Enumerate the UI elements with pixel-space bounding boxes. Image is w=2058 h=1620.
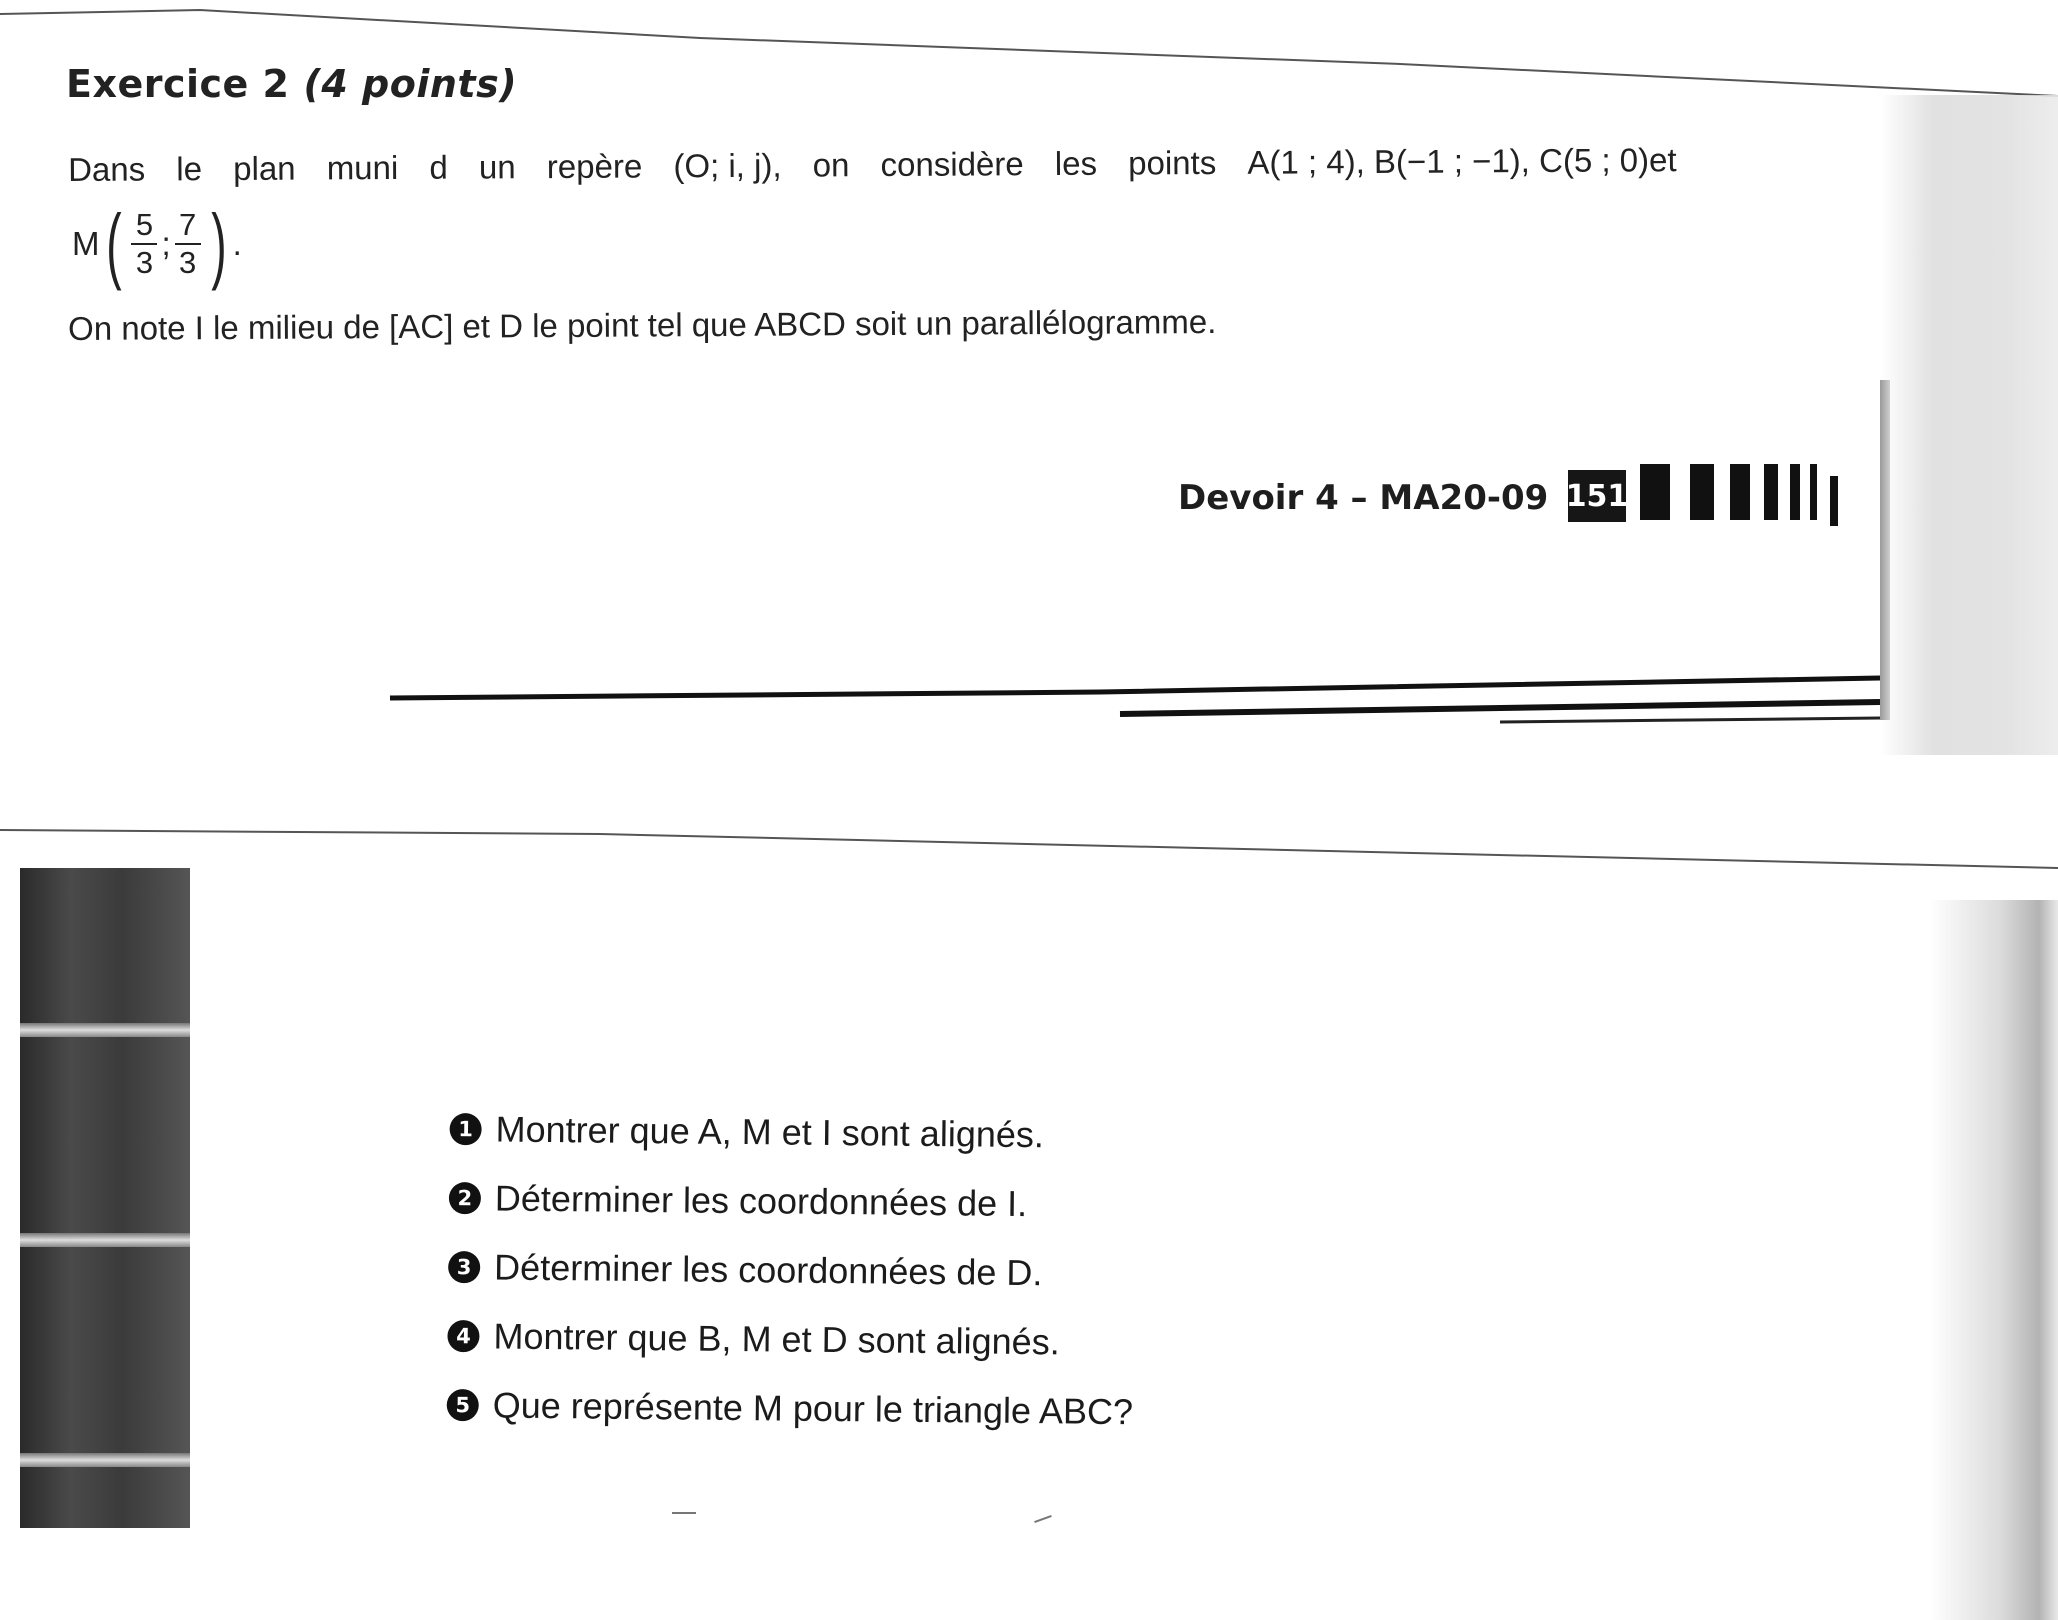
- deco-bar: [1810, 464, 1817, 520]
- question-item: [449, 1163, 1136, 1239]
- deco-bar: [1830, 476, 1838, 526]
- exercise-points: (4 points): [303, 62, 518, 106]
- question-item: [447, 1301, 1134, 1377]
- question-text: Déterminer les coordonnées de I.: [494, 1176, 1028, 1224]
- deco-bar: [1690, 464, 1714, 520]
- exercise-intro: [68, 139, 1677, 192]
- question-text: Montrer que A, M et I sont alignés.: [495, 1107, 1045, 1155]
- fraction-y: [175, 207, 201, 281]
- point-m-coordinates: [72, 198, 242, 290]
- question-item: [446, 1370, 1133, 1446]
- coord-separator: ;: [161, 225, 171, 262]
- deco-bar: [1730, 464, 1750, 520]
- binding-strip: [20, 868, 190, 1528]
- question-number-badge: 1: [449, 1112, 481, 1144]
- footer-devoir-label: Devoir 4 – MA20-09: [1178, 478, 1549, 518]
- intro-conj: et: [1648, 141, 1677, 179]
- question-item: [448, 1232, 1135, 1308]
- page-shadow-right-bottom: [1930, 900, 2058, 1620]
- page-shadow-right-top: [1880, 95, 2058, 755]
- binding-highlight: [20, 1233, 190, 1247]
- page-bottom-edge-lines: [0, 660, 2058, 740]
- deco-bar: [1790, 464, 1800, 520]
- question-item: [449, 1094, 1136, 1170]
- close-paren: ): [210, 197, 227, 291]
- question-text: Déterminer les coordonnées de D.: [493, 1245, 1043, 1293]
- binding-highlight: [20, 1023, 190, 1037]
- fraction-y-num: 7: [179, 207, 197, 242]
- question-number-badge: 2: [449, 1181, 481, 1213]
- intro-frame: (O; i, j),: [673, 146, 782, 185]
- intro-points-list: A(1 ; 4), B(−1 ; −1), C(5 ; 0): [1247, 141, 1650, 181]
- open-paren: (: [105, 197, 122, 291]
- intro-line: [68, 139, 1677, 192]
- exercise-heading: [66, 62, 517, 106]
- deco-bar: [1640, 464, 1670, 520]
- question-list: [446, 1094, 1136, 1446]
- fraction-x-den: 3: [135, 245, 154, 280]
- question-text: Montrer que B, M et D sont alignés.: [493, 1314, 1060, 1362]
- point-m-end: .: [232, 225, 242, 262]
- scan-speck: [1034, 1515, 1052, 1523]
- page-number-badge: 151: [1568, 470, 1626, 522]
- question-text: Que représente M pour le triangle ABC?: [492, 1383, 1134, 1432]
- fold-line: [0, 820, 2058, 880]
- question-number-badge: 5: [447, 1388, 479, 1420]
- intro-part1: Dans le plan muni d un repère: [68, 147, 643, 188]
- deco-bar: [1764, 464, 1778, 520]
- fraction-x: [131, 207, 157, 281]
- fraction-y-den: 3: [179, 245, 197, 280]
- exercise-note: On note I le milieu de [AC] et D le point tel que ABCD soit un parallélogramme.: [68, 302, 1217, 347]
- question-number-badge: 4: [447, 1319, 479, 1351]
- question-number-badge: 3: [448, 1250, 480, 1282]
- scan-speck: [672, 1512, 696, 1514]
- exercise-title: Exercice 2: [66, 62, 290, 106]
- binding-highlight: [20, 1453, 190, 1467]
- fraction-x-num: 5: [135, 207, 154, 242]
- point-m-label: M: [72, 225, 100, 262]
- intro-part2: on considère les points: [812, 143, 1217, 184]
